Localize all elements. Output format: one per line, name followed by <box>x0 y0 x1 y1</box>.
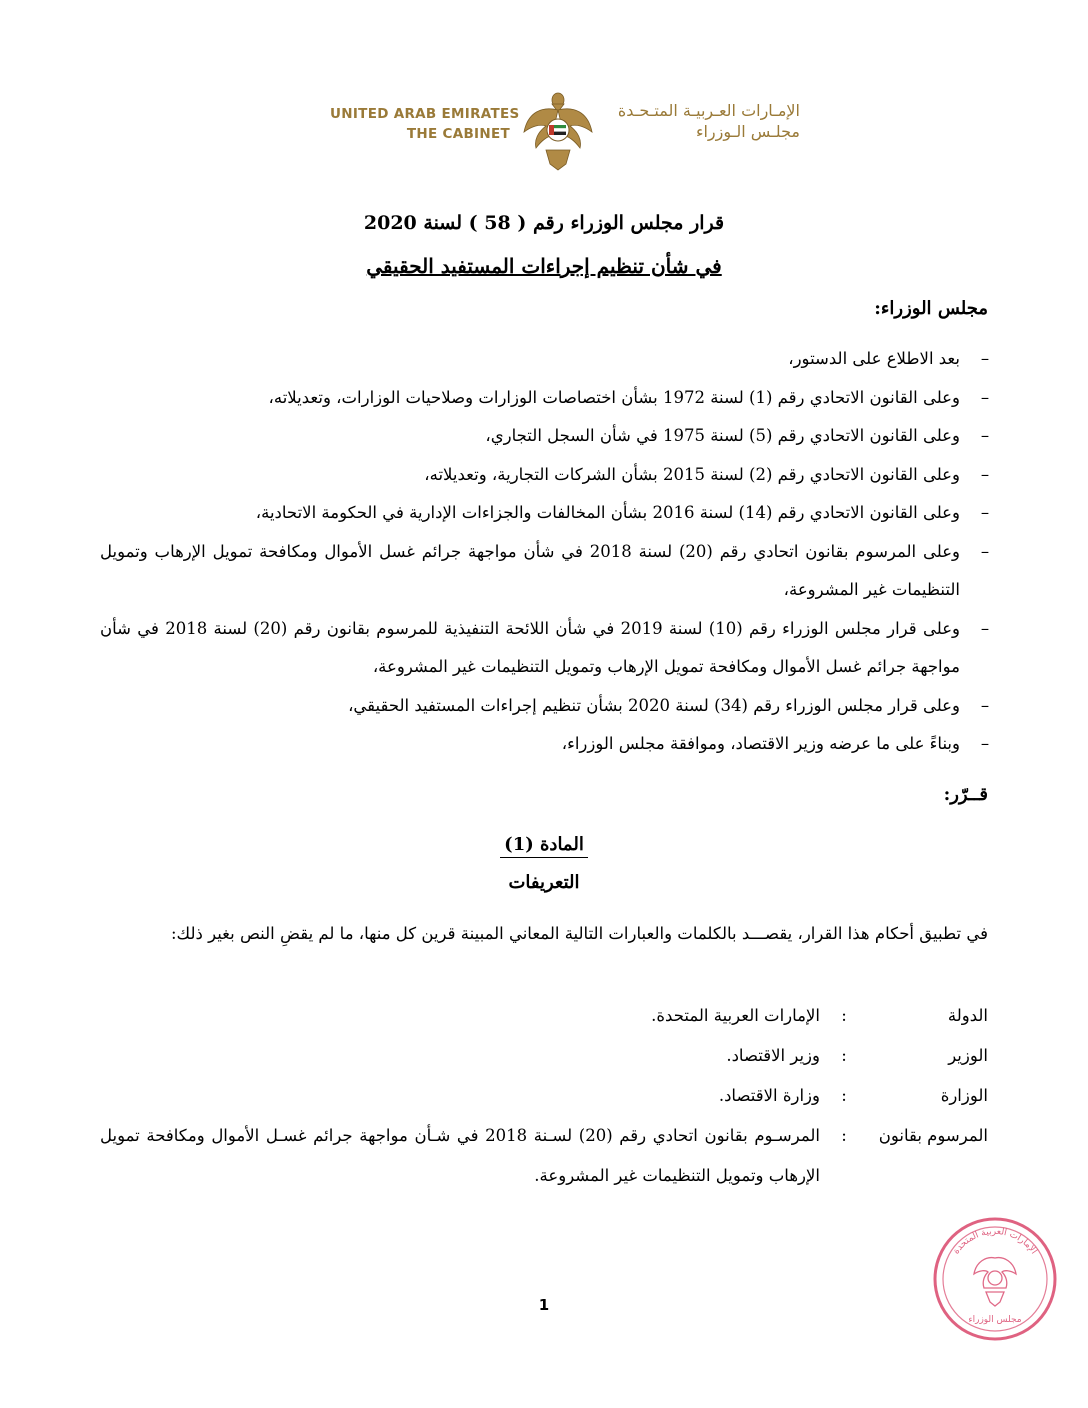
definition-colon: : <box>841 1126 847 1145</box>
preamble-item <box>100 725 990 764</box>
preamble-text: وعلى القانون الاتحادي رقم (14) لسنة 2016 بشأن المخالفات والجزاءات الإدارية في الحكومة الاتحادية، <box>255 503 960 522</box>
definition-value: الإمارات العربية المتحدة. <box>651 1006 820 1025</box>
list-dash: – <box>980 734 990 753</box>
page-number: 1 <box>538 1296 550 1314</box>
stamp-text-bottom: مجلس الوزراء <box>968 1315 1022 1325</box>
list-dash: – <box>980 618 990 638</box>
preamble-item <box>100 417 990 456</box>
preamble-item <box>100 533 990 610</box>
stamp-text-top: الإمارات العربية المتحدة <box>951 1226 1039 1257</box>
list-dash: – <box>980 541 990 561</box>
preamble-item <box>100 456 990 495</box>
list-dash: – <box>980 349 990 368</box>
decided-heading: قــرّر: <box>943 784 988 805</box>
uae-falcon-emblem-icon <box>522 88 594 172</box>
preamble-text: وبناءً على ما عرضه وزير الاقتصاد، وموافقة مجلس الوزراء، <box>561 734 960 753</box>
preamble-text: وعلى القانون الاتحادي رقم (1) لسنة 1972 بشأن اختصاصات الوزارات وصلاحيات الوزارات، وتعديلاته، <box>268 387 960 407</box>
letterhead-ar-line1: الإمـارات العـربيـة المتـحـدة <box>617 101 800 120</box>
list-dash: – <box>980 387 990 407</box>
definition-row <box>100 1116 988 1196</box>
preamble-list <box>100 340 990 764</box>
list-dash: – <box>980 464 990 484</box>
article-number-text: المادة (1) <box>500 834 588 858</box>
definition-term: الوزارة <box>940 1086 988 1105</box>
preamble-text: وعلى قرار مجلس الوزراء رقم (34) لسنة 2020 بشأن تنظيم إجراءات المستفيد الحقيقي، <box>348 695 960 715</box>
list-dash: – <box>980 426 990 445</box>
cabinet-heading: مجلس الوزراء: <box>874 298 988 319</box>
definition-colon: : <box>841 1046 847 1065</box>
definition-value: المرسـوم بقانون اتحادي رقم (20) لسـنة 2018 في شـأن مواجهة جرائم غسـل الأموال ومكافحة تمويل الإرهاب وتمويل التنظيمات غير المشروعة. <box>100 1126 820 1185</box>
letterhead-en-line2: THE CABINET <box>406 126 510 142</box>
preamble-item <box>100 494 990 533</box>
definition-row <box>100 1036 988 1076</box>
definitions-list <box>100 996 988 1196</box>
official-seal-stamp <box>930 1214 1060 1344</box>
letterhead-english <box>330 104 520 144</box>
definition-row <box>100 1076 988 1116</box>
definition-value: وزير الاقتصاد. <box>726 1046 820 1065</box>
list-dash: – <box>980 695 990 715</box>
definition-row <box>100 996 988 1036</box>
definition-term: الوزير <box>948 1046 988 1065</box>
preamble-text: وعلى قرار مجلس الوزراء رقم (10) لسنة 2019 في شأن اللائحة التنفيذية للمرسوم بقانون رقم (20) لسنة 2018 في شأن مواجهة جرائم غسل الأموال ومكافحة تمويل الإرهاب وتمويل التنظيمات غير المشروعة، <box>100 618 961 676</box>
letterhead-arabic <box>600 100 800 142</box>
list-dash: – <box>980 503 990 522</box>
decree-subject: في شأن تنظيم إجراءات المستفيد الحقيقي <box>366 254 722 278</box>
decree-title: قرار مجلس الوزراء رقم ( 58 ) لسنة 2020 <box>363 212 725 234</box>
preamble-text: وعلى القانون الاتحادي رقم (2) لسنة 2015 بشأن الشركات التجارية، وتعديلاته، <box>424 464 960 484</box>
preamble-text: وعلى القانون الاتحادي رقم (5) لسنة 1975 في شأن السجل التجاري، <box>485 426 960 445</box>
preamble-item <box>100 687 990 726</box>
article-intro: في تطبيق أحكام هذا القرار، يقصـــد بالكلمات والعبارات التالية المعاني المبينة قرين كل منها، ما لم يقضِ النص بغير ذلك: <box>171 924 988 943</box>
svg-text:الإمارات العربية المتحدة <box>952 1227 1039 1256</box>
letterhead-en-line1: UNITED ARAB EMIRATES <box>330 106 520 122</box>
article-title: التعريفات <box>508 872 580 893</box>
definition-value: وزارة الاقتصاد. <box>718 1086 820 1105</box>
preamble-item <box>100 379 990 418</box>
definition-term: الدولة <box>947 1006 988 1025</box>
definition-colon: : <box>841 1086 847 1105</box>
definition-colon: : <box>841 1006 847 1025</box>
preamble-item <box>100 340 990 379</box>
preamble-text: وعلى المرسوم بقانون اتحادي رقم (20) لسنة 2018 في شأن مواجهة جرائم غسل الأموال ومكافحة تمويل الإرهاب وتمويل التنظيمات غير المشروعة، <box>100 541 961 599</box>
stamp-falcon-icon <box>974 1258 1016 1306</box>
article-number <box>100 834 988 855</box>
preamble-text: بعد الاطلاع على الدستور، <box>788 349 960 368</box>
letterhead-ar-line2: مجلـس الـوزراء <box>695 122 800 141</box>
preamble-item <box>100 610 990 687</box>
definition-term: المرسوم بقانون <box>878 1126 988 1145</box>
